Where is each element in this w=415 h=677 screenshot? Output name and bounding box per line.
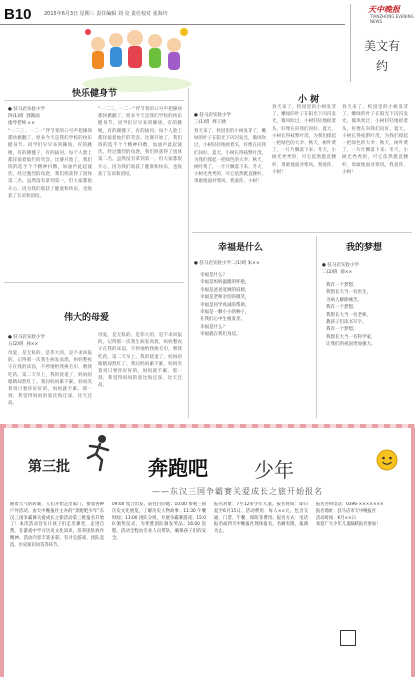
page-info: 2015年6月3日 星期三 责任编辑 刘 亮 责任校对 张海玲: [44, 11, 168, 17]
promo-col-1: 随着天气的转暖，人们开始走出家门，参加各种户外活动。由天中晚报社主办的“奔跑吧少年”东汉三国争霸赛关爱成长之旅活动第三批报名开始了！本次活动旨在让孩子们走出课堂，走进自然，在游戏中学习历史文化知识，培养团队协作精神。活动内容丰富多彩，有寻宝游戏、团队竞技、历史知识问答等环节。: [10, 502, 104, 548]
poem-line: 在我们心中生根发芽。: [200, 317, 245, 323]
promo-batch-label: 第三批: [28, 459, 70, 475]
article-body-health-cont: “一二三，一二一”伴节奏的口号声把操场都快掀翻了，原来今天是我们学校的快乐健身节。同学们早早来到操场，有的跳绳，有的踢毽子，有的拔河，每个人脸上都洋溢着灿烂的笑容。比赛开始了，我们班的选手个个精神抖擞，加油声此起彼伏。经过激烈的角逐，我们班获得了团体第二名。虽然没有拿到第一，但大家都很开心，因为我们收获了健康和快乐，也收获了友谊和团结。: [98, 107, 182, 177]
article-title-happiness: 幸福是什么: [218, 243, 264, 253]
poem-happiness: [200, 272, 310, 339]
smiley-icon: [376, 449, 398, 471]
article-byline-tree: ● 驻马店实验小学 三(1)班 周子涵: [194, 113, 231, 125]
promo-col-3: 报名对象：7至12岁少年儿童。报名时间：即日起至6月15日。活动费用：每人××元，包含交通、门票、午餐、保险等费用。报名方式：电话报名或到天中晚报社现场报名。名额有限，报满为止。: [214, 502, 308, 535]
article-body-mother-cont: 母爱，是无私的，是伟大的，是不求回报的。记得那一次我生病发高烧，妈妈整夜守在我的床前，不停地给我换毛巾，喂我吃药。第二天早上，我的烧退了，妈妈的眼睛却熬红了。我问妈妈累不累，妈妈笑着说只要你好好的，妈妈就不累。那一刻，我觉得妈妈的爱比海还深，比天还高。: [98, 333, 182, 389]
poem-line: 幸福是妈妈温暖的怀抱，: [200, 280, 250, 286]
promo-border-right: [411, 428, 415, 677]
article-title-mother: 伟大的母爱: [64, 313, 110, 323]
poem-line: 我有一个梦想，: [326, 327, 358, 333]
divider: [192, 232, 412, 233]
newspaper-brand: 天中晚报: [368, 5, 400, 14]
poem-line: 我想长大当一名科学家，: [326, 334, 376, 340]
promo-title-main: 奔跑吧: [148, 456, 208, 480]
poem-line: 幸福是一颗小小的种子，: [200, 310, 250, 316]
runner-icon: [80, 432, 120, 472]
column-divider: [316, 236, 317, 418]
poem-line: 为病人解除痛苦。: [326, 297, 362, 303]
poem-line: 幸福是爸爸宽阔的肩膀，: [200, 287, 250, 293]
poem-line: 让我们的祖国更加强大。: [326, 342, 376, 348]
article-body-tree: 春天来了，校园里的小树发芽了，嫩绿的叶子在阳光下闪闪发光，微风吹过，小树轻轻地摇着头，好像在向我们问好。夏天，小树长得枝繁叶茂，为我们撑起一把绿色的大伞；秋天，树叶黄了，一片片飘落下来；冬天，小树光秃秃的，可它依然挺直腰杆，勇敢地面对寒风。我爱你，小树！: [194, 129, 266, 185]
poem-line: 我想长大当一名老师，: [326, 312, 371, 318]
poem-line: 我想长大当一名医生，: [326, 290, 371, 296]
article-body-tree-cont: 春天来了，校园里的小树发芽了，嫩绿的叶子在阳光下闪闪发光，微风吹过，小树轻轻地摇着头，好像在向我们问好。夏天，小树长得枝繁叶茂，为我们撑起一把绿色的大伞；秋天，树叶黄了，一片片飘落下来；冬天，小树光秃秃的，可它依然挺直腰杆，勇敢地面对寒风。我爱你，小树！: [272, 105, 336, 175]
article-title-tree: 小 树: [298, 95, 320, 105]
poem-line: 幸福是什么？: [200, 273, 227, 278]
promo-border-left: [0, 428, 4, 677]
poem-dream: [326, 282, 410, 349]
article-byline-happiness: ● 驻马店实验小学二(1)班 朱××: [194, 261, 260, 266]
page-number: B10: [4, 6, 32, 23]
article-byline-dream: ● 驻马店实验小学 二(2)班 徐××: [322, 263, 359, 275]
divider: [4, 282, 184, 283]
newspaper-brand-sub: TIANZHONG EVENING NEWS: [370, 14, 414, 24]
promo-title-sub: 少年: [254, 458, 294, 482]
poem-line: 幸福是什么？: [200, 324, 227, 330]
promo-col-2: 09:00 集合出发，前往目的地；10:00 参观三国历史文化展览，了解历史人物故事；11:30 午餐时间；13:00 团队分组，开展争霸赛游戏；15:00 颁奖仪式，为优胜团队颁发奖品；16:00 返程。活动全程由专业人员带队，确保孩子们的安全。: [112, 502, 206, 541]
article-byline-mother: ● 驻马店实验小学 五(2)班 孙××: [8, 335, 45, 347]
kids-illustration: [80, 24, 195, 92]
poem-line: 我有一个梦想，: [326, 283, 358, 288]
poem-line: 我有一个梦想，: [326, 305, 358, 311]
promo-subtitle: ——东汉三国争霸赛关爱成长之旅开始报名: [152, 487, 323, 496]
article-title-dream: 我的梦想: [346, 243, 383, 253]
article-body-health: “一二三，一二一”伴节奏的口号声把操场都快掀翻了，原来今天是我们学校的快乐健身节。同学们早早来到操场，有的跳绳，有的踢毽子，有的拔河，每个人脸上都洋溢着灿烂的笑容。比赛开始了，我们班的选手个个精神抖擞，加油声此起彼伏。经过激烈的角逐，我们班获得了团体第二名。虽然没有拿到第一，但大家都很开心，因为我们收获了健康和快乐，也收获了友谊和团结。: [8, 129, 92, 199]
article-body-tree-cont2: 春天来了，校园里的小树发芽了，嫩绿的叶子在阳光下闪闪发光，微风吹过，小树轻轻地摇着头，好像在向我们问好。夏天，小树长得枝繁叶茂，为我们撑起一把绿色的大伞；秋天，树叶黄了，一片片飘落下来；冬天，小树光秃秃的，可它依然挺直腰杆，勇敢地面对寒风。我爱你，小树！: [342, 105, 408, 175]
column-divider: [188, 88, 189, 418]
divider: [4, 100, 184, 101]
poem-line: 教孩子们读书写字。: [326, 320, 367, 326]
qr-code-icon: [340, 630, 356, 646]
poem-line: 幸福就在我们身边。: [200, 332, 241, 338]
article-title-health: 快乐健身节: [72, 89, 118, 99]
column-title: 美文有约: [363, 39, 400, 73]
article-byline-health: ● 驻马店实验小学 四(1)班 郭新雨 指导老师 ××: [8, 107, 45, 126]
poem-line: 幸福是老师亲切的微笑，: [200, 295, 250, 301]
promo-border-top: [0, 424, 415, 428]
promo-col-4: 报名咨询电话：0396-××××××× 报名地址：驻马店市天中晚报社 活动时间：6月××日 欢迎广大少年儿童踊跃报名参加！: [316, 502, 384, 528]
child-figure: [91, 30, 181, 70]
poem-line: 幸福是同学真诚的帮助，: [200, 302, 250, 308]
article-body-mother: 母爱，是无私的，是伟大的，是不求回报的。记得那一次我生病发高烧，妈妈整夜守在我的床前，不停地给我换毛巾，喂我吃药。第二天早上，我的烧退了，妈妈的眼睛却熬红了。我问妈妈累不累，妈妈笑着说只要你好好的，妈妈就不累。那一刻，我觉得妈妈的爱比海还深，比天还高。: [8, 351, 92, 407]
